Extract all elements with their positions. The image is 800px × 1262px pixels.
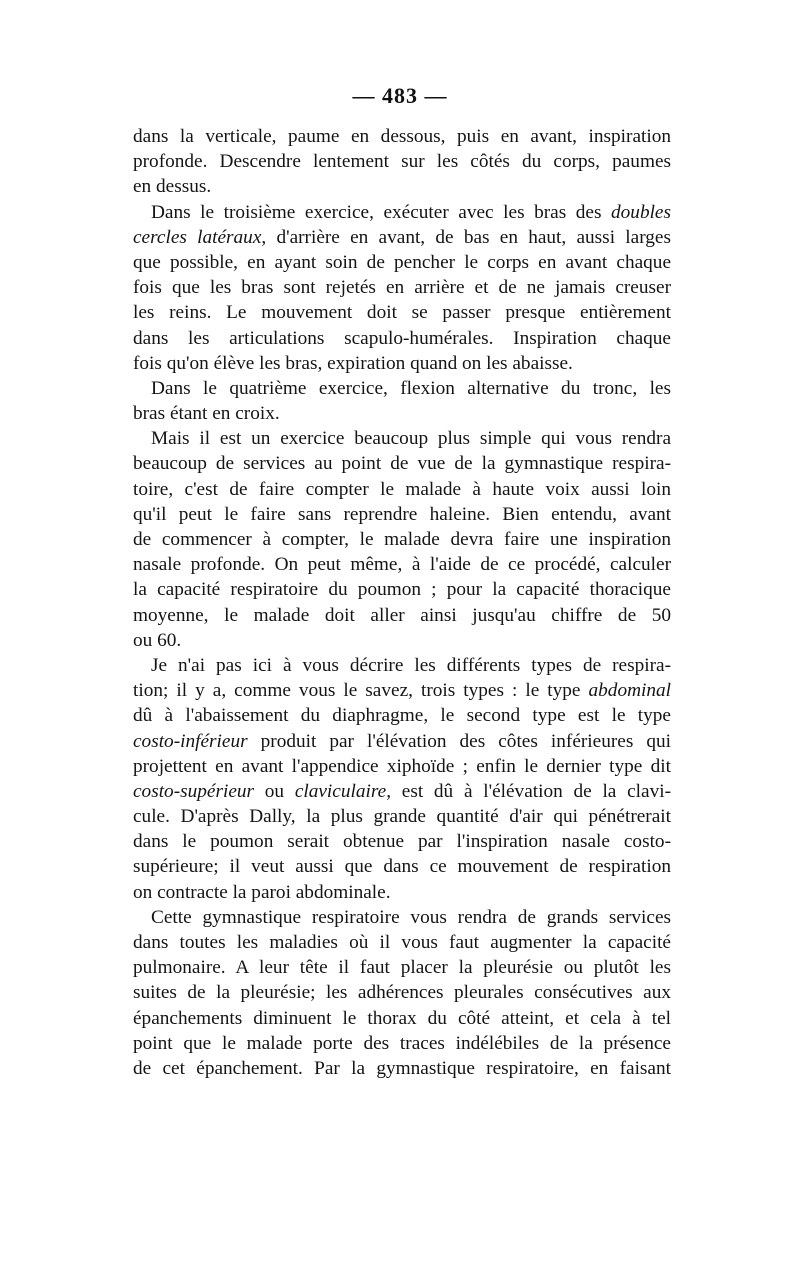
text-line: toire, c'est de faire compter le malade à haute voix aussi loin bbox=[133, 478, 671, 500]
text-segment: Dans le troisième exercice, exécuter avec les bras des bbox=[151, 201, 612, 223]
text-line: supérieure; il veut aussi que dans ce mouvement de respiration bbox=[133, 856, 671, 878]
body-text bbox=[133, 124, 671, 1081]
text-line: on contracte la paroi abdominale. bbox=[133, 881, 391, 903]
text-line: Cette gymnastique respiratoire vous rendra de grands services bbox=[151, 906, 671, 928]
text-line bbox=[133, 729, 671, 754]
text-line bbox=[133, 225, 671, 250]
italic-term: doubles bbox=[611, 201, 671, 223]
text-line: pulmonaire. A leur tête il faut placer la pleurésie ou plutôt les bbox=[133, 957, 671, 979]
text-line: cule. D'après Dally, la plus grande quantité d'air qui pénétrerait bbox=[133, 806, 671, 828]
text-line: dû à l'abaissement du diaphragme, le second type est le type bbox=[133, 705, 671, 727]
text-line: dans toutes les maladies où il vous faut augmenter la capacité bbox=[133, 932, 671, 953]
italic-term: costo-inférieur bbox=[133, 730, 248, 752]
text-segment: , est dû à l'élévation de la clavi- bbox=[386, 780, 671, 802]
paragraph bbox=[133, 124, 671, 200]
text-line: les reins. Le mouvement doit se passer presque entièrement bbox=[133, 302, 671, 324]
text-line: bras étant en croix. bbox=[133, 403, 280, 425]
text-line: projettent en avant l'appendice xiphoïde ; enfin le dernier type dit bbox=[133, 755, 671, 777]
text-line: fois que les bras sont rejetés en arrière et de ne jamais creuser bbox=[133, 277, 671, 299]
italic-term: abdominal bbox=[588, 680, 671, 702]
text-line: la capacité respiratoire du poumon ; pour la capacité thoracique bbox=[133, 579, 671, 601]
text-line: Je n'ai pas ici à vous décrire les différents types de respira- bbox=[151, 654, 671, 676]
paragraph bbox=[133, 653, 671, 905]
paragraph bbox=[133, 426, 671, 653]
paragraph bbox=[133, 905, 671, 1081]
text-line: que possible, en ayant soin de pencher le corps en avant chaque bbox=[133, 251, 671, 273]
italic-term: claviculaire bbox=[294, 780, 387, 802]
italic-term: costo-supérieur bbox=[133, 780, 255, 802]
text-line: dans les articulations scapulo-humérales. Inspiration chaque bbox=[133, 327, 671, 349]
text-line: fois qu'on élève les bras, expiration quand on les abaisse. bbox=[133, 352, 573, 374]
text-segment: , d'arrière en avant, de bas en haut, aussi larges bbox=[261, 226, 671, 248]
text-line bbox=[133, 779, 671, 804]
italic-term: cercles latéraux bbox=[133, 226, 262, 248]
text-segment: ou bbox=[254, 780, 295, 802]
text-line bbox=[133, 678, 671, 703]
text-line: épanchements diminuent le thorax du côté atteint, et cela à tel bbox=[133, 1007, 671, 1029]
text-line: dans le poumon serait obtenue par l'inspiration nasale costo- bbox=[133, 831, 671, 853]
text-line: en dessus. bbox=[133, 176, 212, 198]
text-line: moyenne, le malade doit aller ainsi jusqu'au chiffre de 50 bbox=[133, 604, 671, 626]
paragraph bbox=[133, 200, 671, 376]
text-line: de cet épanchement. Par la gymnastique respiratoire, en faisant bbox=[133, 1057, 671, 1079]
text-segment: produit par l'élévation des côtes inférieures qui bbox=[247, 730, 671, 752]
text-line: dans la verticale, paume en dessous, puis en avant, inspiration bbox=[133, 126, 671, 147]
text-segment: tion; il y a, comme vous le savez, trois types : le type bbox=[133, 680, 589, 702]
text-line bbox=[133, 200, 671, 225]
text-line: Dans le quatrième exercice, flexion alternative du tronc, les bbox=[151, 377, 671, 399]
text-line: nasale profonde. On peut même, à l'aide de ce procédé, calculer bbox=[133, 554, 671, 576]
text-line: de commencer à compter, le malade devra faire une inspiration bbox=[133, 529, 671, 550]
text-line: profonde. Descendre lentement sur les côtés du corps, paumes bbox=[133, 151, 671, 173]
text-line: point que le malade porte des traces indélébiles de la présence bbox=[133, 1032, 671, 1054]
text-line: ou 60. bbox=[133, 629, 182, 651]
page-number: — 483 — bbox=[352, 83, 448, 108]
paragraph bbox=[133, 376, 671, 426]
text-line: suites de la pleurésie; les adhérences pleurales consécutives aux bbox=[133, 982, 671, 1004]
text-line: qu'il peut le faire sans reprendre haleine. Bien entendu, avant bbox=[133, 503, 671, 525]
text-line: beaucoup de services au point de vue de la gymnastique respira- bbox=[133, 453, 671, 475]
text-line: Mais il est un exercice beaucoup plus simple qui vous rendra bbox=[151, 428, 671, 450]
